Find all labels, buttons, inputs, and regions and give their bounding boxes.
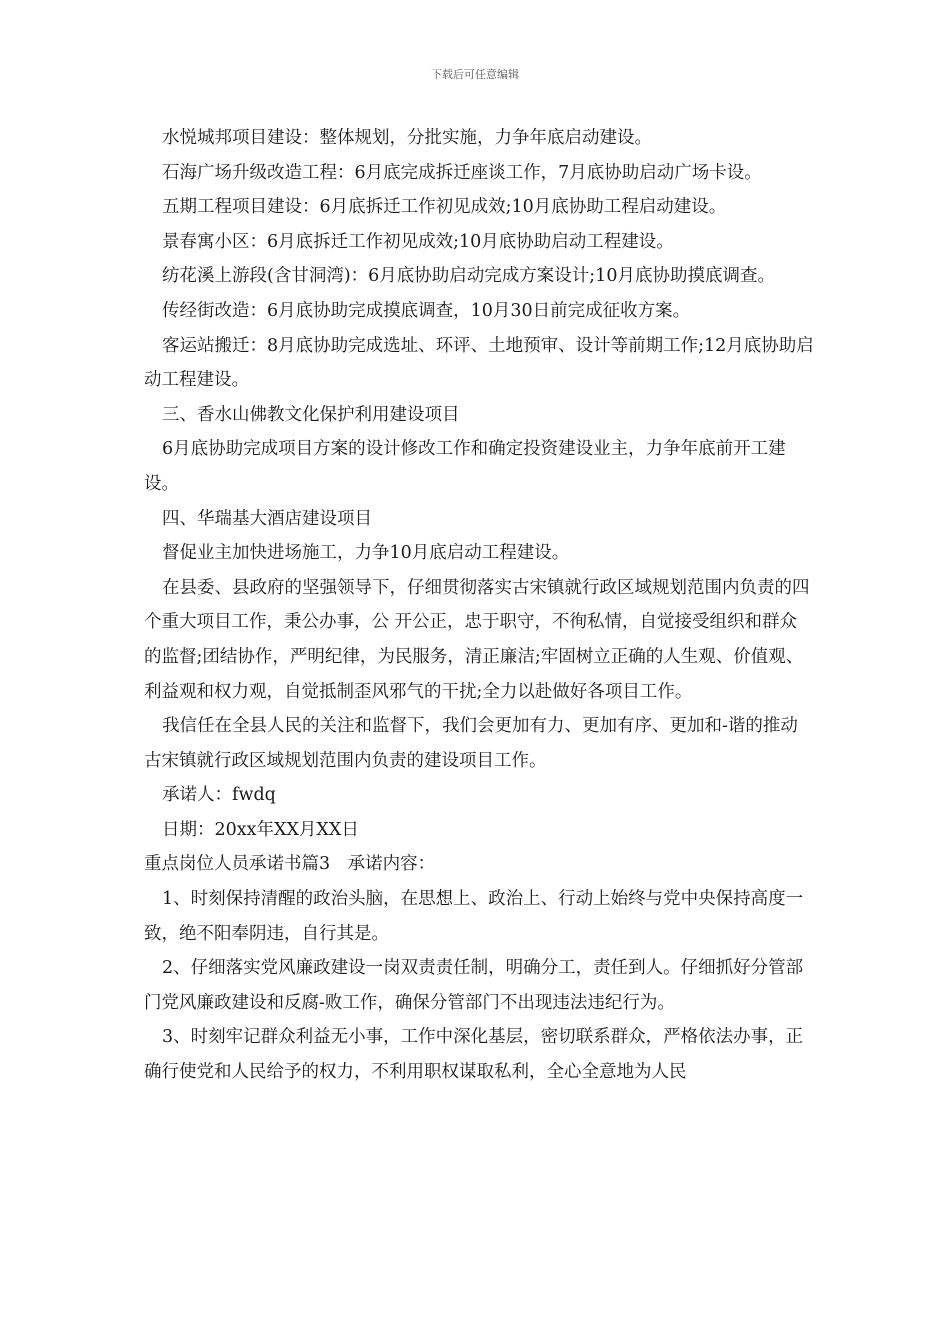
paragraph: 水悦城邦项目建设：整体规划，分批实施，力争年底启动建设。 — [162, 128, 652, 148]
paragraph: 石海广场升级改造工程：6月底完成拆迁座谈工作，7月底协助启动广场卡设。 — [162, 162, 762, 183]
document-title: 重点岗位人员承诺书篇3 承诺内容： — [144, 854, 436, 875]
paragraph: 五期工程项目建设：6月底拆迁工作初见成效;10月底协助工程启动建设。 — [162, 197, 727, 218]
paragraph: 在县委、县政府的坚强领导下，仔细贯彻落实古宋镇就行政区域规划范围内负责的四个重大项目工作，秉公办事，公 开公正，忠于职守，不徇私情，自觉接受组织和群众的监督;团结协作，严明纪律，为民服务，清正廉洁;牢固树立正确的人生观、价值观、利益观和权力观，自觉抵制歪风邪气的干扰;全力以赴做好各项目工作。 — [144, 577, 810, 702]
paragraph: 督促业主加快进场施工，力争10月底启动工程建设。 — [162, 543, 570, 564]
paragraph: 传经街改造：6月底协助完成摸底调查，10月30日前完成征收方案。 — [162, 300, 691, 321]
paragraph: 我信任在全县人民的关注和监督下，我们会更加有力、更加有序、更加和-谐的推动古宋镇就行政区域规划范围内负责的建设项目工作。 — [144, 716, 798, 771]
document-body — [144, 121, 814, 1090]
paragraph: 2、仔细落实党风廉政建设一岗双责责任制，明确分工，责任到人。仔细抓好分管部门党风廉政建设和反腐-败工作，确保分管部门不出现违法违纪行为。 — [144, 958, 804, 1013]
paragraph: 景春寓小区：6月底拆迁工作初见成效;10月底协助启动工程建设。 — [162, 231, 674, 252]
page-header: 下载后可任意编辑 — [431, 68, 519, 81]
signatory-line: 承诺人：fwdq — [162, 785, 276, 806]
paragraph: 3、时刻牢记群众利益无小事，工作中深化基层，密切联系群众，严格依法办事，正确行使党和人民给予的权力，不利用职权谋取私利，全心全意地为人民 — [144, 1027, 804, 1083]
section-heading: 四、华瑞基大酒店建设项目 — [162, 508, 372, 529]
paragraph: 6月底协助完成项目方案的设计修改工作和确定投资建设业主，力争年底前开工建设。 — [144, 439, 786, 494]
date-line: 日期：20xx年XX月XX日 — [162, 819, 359, 840]
paragraph: 1、时刻保持清醒的政治头脑，在思想上、政治上、行动上始终与党中央保持高度一致，绝不阳奉阴违，自行其是。 — [144, 889, 804, 944]
section-heading: 三、香水山佛教文化保护利用建设项目 — [162, 404, 460, 425]
paragraph: 客运站搬迁：8月底协助完成选址、环评、土地预审、设计等前期工作;12月底协助启动工程建设。 — [144, 335, 814, 391]
paragraph: 纺花溪上游段(含甘洞湾)：6月底协助启动完成方案设计;10月底协助摸底调查。 — [162, 266, 775, 287]
